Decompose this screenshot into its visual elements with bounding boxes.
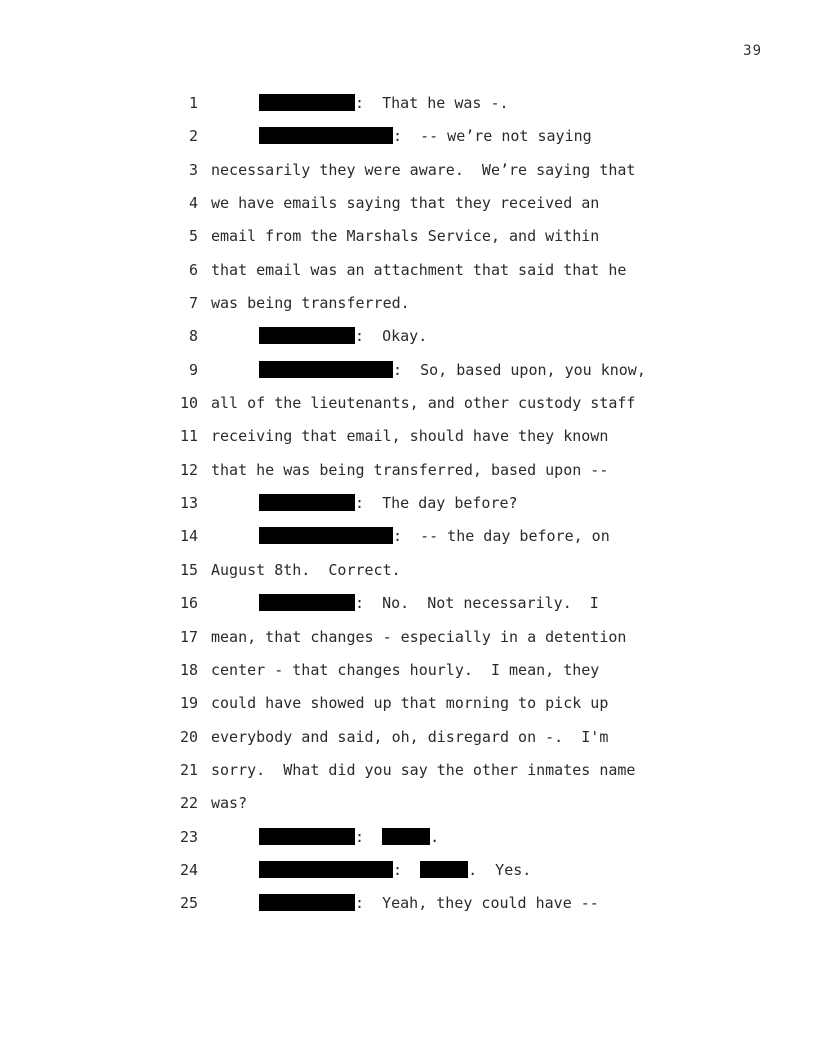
transcript-line [0, 721, 816, 754]
line-text [259, 520, 610, 553]
line-text: everybody and said, oh, disregard on -. I'm [211, 727, 609, 746]
line-number: 16 [179, 594, 198, 613]
line-text: receiving that email, should have they known [211, 427, 609, 446]
line-text: was being transferred. [211, 294, 410, 313]
speaker-redaction-box [259, 861, 393, 878]
line-number: 22 [179, 794, 198, 813]
line-number: 24 [179, 860, 198, 879]
transcript-line [0, 354, 816, 387]
speaker-redaction-box [259, 127, 393, 144]
speaker-redaction-box [259, 527, 393, 544]
speaker-redaction-box [259, 494, 355, 511]
speech-text-after: . Yes. [468, 860, 532, 879]
transcript-line [0, 487, 816, 520]
speech-text: : No. Not necessarily. I [355, 594, 599, 613]
transcript-line [0, 120, 816, 153]
speech-text-after: . [430, 827, 440, 846]
line-number: 3 [188, 160, 198, 179]
speech-text: : That he was -. [355, 94, 509, 112]
line-number: 14 [179, 527, 198, 546]
transcript-line [0, 854, 816, 887]
speech-text: : So, based upon, you know, [393, 360, 646, 379]
speech-text: : -- we’re not saying [393, 127, 592, 146]
line-text: we have emails saying that they received an [211, 194, 600, 213]
page-number: 39 [743, 43, 762, 59]
speaker-redaction-box [259, 361, 393, 378]
line-text: sorry. What did you say the other inmates name [211, 760, 636, 779]
transcript-line [0, 821, 816, 854]
line-text: was? [211, 794, 248, 813]
speech-text: : The day before? [355, 494, 518, 513]
transcript-body [0, 87, 816, 921]
name-redaction-box [382, 828, 430, 845]
line-text: center - that changes hourly. I mean, they [211, 660, 600, 679]
line-text [259, 887, 599, 920]
transcript-line [0, 787, 816, 820]
line-text: all of the lieutenants, and other custody staff [211, 394, 636, 413]
transcript-line [0, 287, 816, 320]
line-text [259, 87, 509, 120]
speaker-redaction-box [259, 894, 355, 911]
speech-text: : [393, 860, 421, 879]
line-number: 13 [179, 494, 198, 513]
line-text: email from the Marshals Service, and within [211, 227, 600, 246]
transcript-line [0, 687, 816, 720]
line-number: 10 [179, 394, 198, 413]
line-number: 6 [188, 260, 198, 279]
transcript-line [0, 621, 816, 654]
speech-text: : -- the day before, on [393, 527, 610, 546]
line-number: 4 [188, 194, 198, 213]
line-number: 17 [179, 627, 198, 646]
line-number: 8 [188, 327, 198, 346]
line-number: 2 [188, 127, 198, 146]
line-number: 12 [179, 460, 198, 479]
line-number: 18 [179, 660, 198, 679]
transcript-line [0, 187, 816, 220]
transcript-line [0, 154, 816, 187]
line-text [259, 587, 599, 620]
transcript-line [0, 87, 816, 120]
line-text [259, 821, 439, 854]
speech-text: : [355, 827, 383, 846]
line-number: 9 [188, 360, 198, 379]
line-text: that he was being transferred, based upon -- [211, 460, 609, 479]
line-text: necessarily they were aware. We’re saying that [211, 160, 636, 179]
transcript-line [0, 587, 816, 620]
speaker-redaction-box [259, 594, 355, 611]
speaker-redaction-box [259, 828, 355, 845]
speech-text: : Yeah, they could have -- [355, 894, 599, 913]
line-text: that email was an attachment that said that he [211, 260, 627, 279]
line-number: 23 [179, 827, 198, 846]
line-number: 21 [179, 760, 198, 779]
transcript-line [0, 387, 816, 420]
transcript-line [0, 420, 816, 453]
line-text [259, 320, 427, 353]
line-number: 7 [188, 294, 198, 313]
name-redaction-box [420, 861, 468, 878]
transcript-line [0, 320, 816, 353]
line-text [259, 120, 592, 153]
line-text: could have showed up that morning to pick up [211, 694, 609, 713]
transcript-line [0, 520, 816, 553]
transcript-line [0, 887, 816, 920]
line-number: 20 [179, 727, 198, 746]
line-number: 25 [179, 894, 198, 913]
line-text [259, 487, 518, 520]
speaker-redaction-box [259, 94, 355, 111]
line-text: August 8th. Correct. [211, 560, 401, 579]
transcript-line [0, 254, 816, 287]
transcript-line [0, 654, 816, 687]
transcript-line [0, 454, 816, 487]
line-text [259, 354, 646, 387]
line-number: 15 [179, 560, 198, 579]
line-text [259, 854, 531, 887]
line-text: mean, that changes - especially in a detention [211, 627, 627, 646]
line-number: 1 [188, 94, 198, 112]
transcript-line [0, 220, 816, 253]
line-number: 5 [188, 227, 198, 246]
line-number: 11 [179, 427, 198, 446]
transcript-line [0, 754, 816, 787]
line-number: 19 [179, 694, 198, 713]
speaker-redaction-box [259, 327, 355, 344]
speech-text: : Okay. [355, 327, 428, 346]
transcript-line [0, 554, 816, 587]
